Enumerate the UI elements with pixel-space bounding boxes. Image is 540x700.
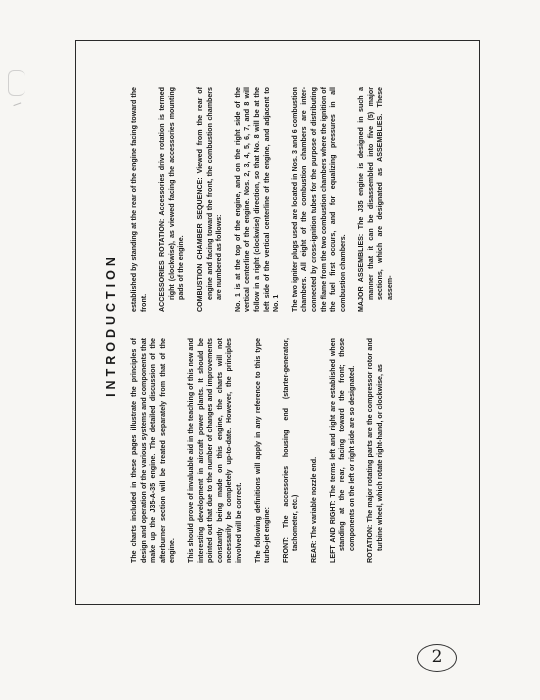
- definition-rear-text: The variable nozzle end.: [309, 456, 318, 539]
- purpose-paragraph: This should prove of invaluable aid in the teaching of this new and interesting development in aircraft power plants. It should be pointed out that due to the number of changes and improvements constantly being made on this engine, the charts will not necessarily be completely up-to-date. However, the principles involved will be correct.: [186, 338, 243, 563]
- content-body: [80, 47, 475, 603]
- chamber-numbering-paragraph: No. 1 is at the top of the engine, and on the right side of the vertical centerline of the engine. Nos. 2, 3, 4, 5, 6, 7, and 8 will follow in a right (clockwise) direction, so that No. 8 will be at the left side of the vertical centerline of the engine, and adjacent to No. 1: [233, 87, 281, 312]
- definition-major-assemblies-text: The J35 engine is designed in such a manner that it can be disassembled into five (5) major sections, which are designated as ASSEMBLIES. These assem-: [357, 87, 395, 300]
- definition-accessories-rotation-text: Accessories drive rotation is termed right (clockwise), as viewed facing the accessories mounting pads of the engine.: [158, 87, 186, 300]
- definition-front: [282, 338, 301, 563]
- term-rear: REAR:: [309, 540, 318, 563]
- definition-rotation: [366, 338, 385, 563]
- definition-rear: [310, 338, 320, 563]
- definition-rotation-text: The major rotating parts are the compressor rotor and turbine wheel, which rotate right-hand, or clockwise, as: [366, 338, 384, 551]
- text-columns: [130, 87, 460, 563]
- definition-combustion-sequence-text: Viewed from the rear of engine and facing toward the front, the combustion chambers are numbered as follows:: [195, 87, 224, 300]
- definitions-intro: The following definitions will apply in any reference to this type turbo-jet engine:: [253, 338, 272, 563]
- term-front: FRONT:: [281, 536, 290, 563]
- page-title: INTRODUCTION: [104, 253, 118, 397]
- igniter-paragraph: The two igniter plugs used are located in Nos. 3 and 6 combustion chambers. All eight of the combustion chambers are inter-connected by cross-ignition tubes for the purpose of distributing the flame from the two combustion chambers where the ignition of the fuel first occurs, and for equalizing pressures in all combustion chambers.: [290, 87, 347, 312]
- column-left: [130, 338, 460, 563]
- term-rotation: ROTATION:: [366, 524, 375, 563]
- rotation-continuation: established by standing at the rear of the engine facing toward the front.: [130, 87, 148, 312]
- term-accessories-rotation: ACCESSORIES ROTATION:: [158, 218, 167, 312]
- definition-left-right-text: The terms left and right are established when standing at the rear, facing toward the front; those components on the left or right side are so designated.: [328, 338, 356, 551]
- definition-combustion-sequence: [196, 87, 225, 312]
- definition-left-right: [329, 338, 358, 563]
- rotated-content: [80, 47, 475, 603]
- definition-accessories-rotation: [158, 87, 187, 312]
- intro-paragraph: The charts included in these pages illustrate the principles of design and operation of the various systems and components that make up the J35-A-35 engine. The detailed discussion of the afterburner section will be treated separately from that of the engine.: [130, 338, 177, 563]
- term-left-right: LEFT AND RIGHT:: [328, 500, 337, 563]
- definition-major-assemblies: [357, 87, 395, 312]
- definition-front-text: The accessories housing end (starter-generator, tachometer, etc.): [281, 338, 300, 551]
- margin-scribble-tail: [11, 95, 22, 106]
- column-right: [130, 87, 460, 312]
- term-combustion-sequence: COMBUSTION CHAMBER SEQUENCE:: [195, 177, 204, 312]
- term-major-assemblies: MAJOR ASSEMBLIES:: [357, 233, 366, 312]
- margin-scribble: [8, 70, 25, 96]
- page-number: 2: [417, 644, 457, 672]
